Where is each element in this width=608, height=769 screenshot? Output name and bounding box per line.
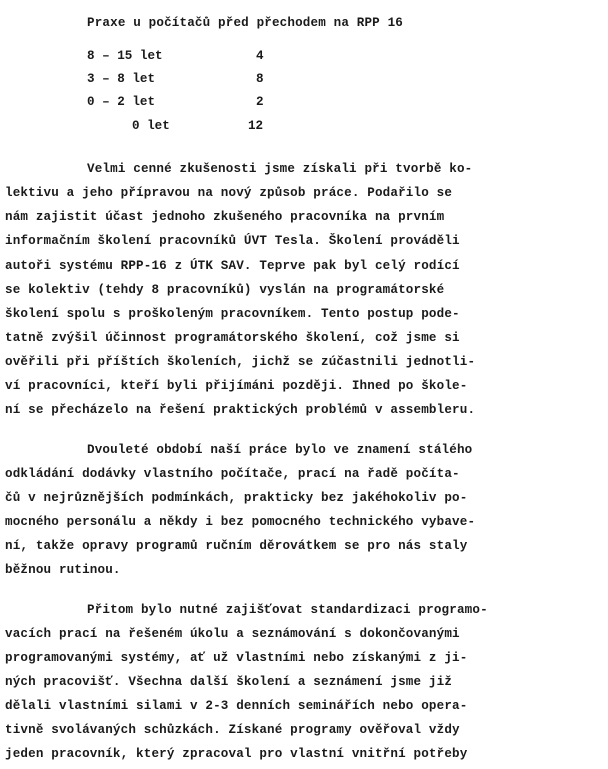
paragraph-line: nám zajistit účast jednoho zkušeného pracovníka na prvním (5, 210, 445, 224)
table-row-range: 3 – 8 let (87, 72, 156, 86)
paragraph-line: dělali vlastními silami v 2-3 denních seminářích nebo opera- (5, 699, 468, 713)
paragraph-line: Velmi cenné zkušenosti jsme získali při tvorbě ko- (87, 162, 473, 176)
paragraph-line: programovanými systémy, ať už vlastními nebo získanými z ji- (5, 651, 468, 665)
paragraph-line: se kolektiv (tehdy 8 pracovníků) vyslán na programátorské (5, 283, 445, 297)
table-row-range: 0 let (132, 119, 170, 133)
paragraph-line: Přitom bylo nutné zajišťovat standardizaci programo- (87, 603, 488, 617)
paragraph-line: čů v nejrůznějších podmínkách, prakticky bez jakéhokoliv po- (5, 491, 468, 505)
paragraph-line: školení spolu s proškoleným pracovníkem. Tento postup pode- (5, 307, 460, 321)
paragraph-line: mocného personálu a někdy i bez pomocného technického vybave- (5, 515, 476, 529)
paragraph-line: lektivu a jeho přípravou na nový způsob práce. Podařilo se (5, 186, 453, 200)
paragraph-line: ví pracovníci, kteří byli přijímáni později. Ihned po škole- (5, 379, 468, 393)
paragraph-line: ných pracovišť. Všechna další školení a seznámení jsme již (5, 675, 453, 689)
table-row-range: 8 – 15 let (87, 49, 163, 63)
paragraph-line: odkládání dodávky vlastního počítače, prací na řadě počíta- (5, 467, 460, 481)
paragraph-line: ní, takže opravy programů ručním děrovátkem se pro nás staly (5, 539, 468, 553)
table-row-count: 8 (256, 72, 264, 86)
paragraph-line: ověřili při příštích školeních, jichž se zúčastnili jednotli- (5, 355, 476, 369)
paragraph-line: ní se přecházelo na řešení praktických problémů v assembleru. (5, 403, 476, 417)
table-row-count: 2 (256, 95, 264, 109)
paragraph-line: jeden pracovník, který zpracoval pro vlastní vnitřní potřeby (5, 747, 468, 761)
paragraph-line: informačním školení pracovníků ÚVT Tesla. Školení prováděli (5, 234, 460, 248)
paragraph-line: tatně zvýšil účinnost programátorského školení, což jsme si (5, 331, 460, 345)
table-row-count: 4 (256, 49, 264, 63)
document-heading: Praxe u počítačů před přechodem na RPP 16 (87, 16, 404, 30)
paragraph-line: autoři systému RPP-16 z ÚTK SAV. Teprve pak byl celý rodící (5, 259, 460, 273)
paragraph-line: Dvouleté období naší práce bylo ve znamení stálého (87, 443, 473, 457)
table-row-count: 12 (248, 119, 264, 133)
table-row-range: 0 – 2 let (87, 95, 156, 109)
paragraph-line: vacích prací na řešeném úkolu a seznámování s dokončovanými (5, 627, 460, 641)
paragraph-line: tivně svolávaných schůzkách. Získané programy ověřoval vždy (5, 723, 460, 737)
paragraph-line: běžnou rutinou. (5, 563, 121, 577)
